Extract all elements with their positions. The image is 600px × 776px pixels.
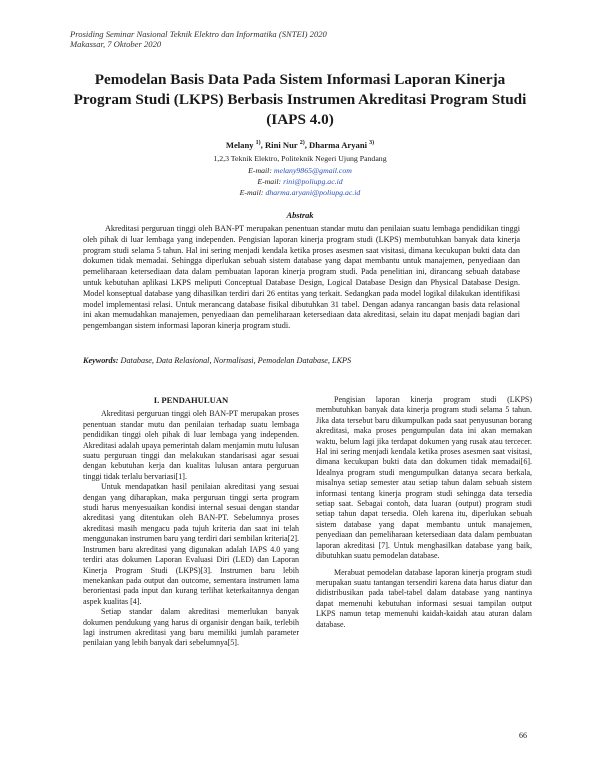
abstract-text [83,224,520,332]
abstract-heading: Abstrak [286,211,314,220]
email-link[interactable]: rini@poliupg.ac.id [283,177,343,186]
affiliation: 1,2,3 Teknik Elektro, Politeknik Negeri Ujung Pandang [213,154,387,163]
header-proceedings: Prosiding Seminar Nasional Teknik Elektro dan Informatika (SNTEI) 2020 [70,29,327,39]
email-line [70,188,530,197]
email-line [70,177,530,186]
author-index: 1) [255,140,261,147]
header-date: Makassar, 7 Oktober 2020 [70,39,162,49]
right-column [316,395,532,630]
email-link[interactable]: dharma.aryani@poliupg.ac.id [265,188,361,197]
email-link[interactable]: melany9865@gmail.com [273,166,352,175]
author-index: 2) [299,140,305,147]
author-name: Rini Nur [264,140,298,150]
author-name: Dharma Aryani [308,140,367,150]
author-index: 3) [369,140,375,147]
section-heading: I. PENDAHULUAN [153,395,229,405]
keywords-list: Database, Data Relasional, Normalisasi, Pemodelan Database, LKPS [118,356,352,365]
left-column [83,395,299,649]
body-paragraph: Untuk mendapatkan hasil penilaian akreditasi yang sesuai dengan yang diharapkan, maka perguruan tinggi serta program studi harus menyesuaikan kondisi internal sesuai dengan standar akreditasi yang ditentukan oleh BAN-PT. Sebelumnya proses akreditasi masih mengacu pada tujuh kriteria dan saat ini telah menggunakan instrumen baru yang terdiri dari sembilan kriteria[2]. Instrumen baru akreditasi yang digunakan adalah IAPS 4.0 yang terdiri atas dokumen Laporan Evaluasi Diri (LED) dan Laporan Kinerja Program Studi (LKPS)[3]. Instrumen baru lebih menekankan pada output dan outcome, sementara instrumen lama berorientasi pada input dan kurang terlihat keterkaitannya dengan aspek kualitas [4]. [83,482,299,606]
page-number: 66 [519,731,527,740]
email-label: E-mail: [239,188,266,197]
author-name: Melany [225,140,254,150]
paper-title: Pemodelan Basis Data Pada Sistem Informasi Laporan Kinerja Program Studi (LKPS) Berbasis Instrumen Akreditasi Program Studi (IAPS 4.0) [73,71,527,128]
keywords-label: Keywords: [83,356,119,365]
keywords [83,356,520,365]
email-label: E-mail: [248,166,274,175]
running-header [70,29,327,49]
body-paragraph: Akreditasi perguruan tinggi oleh BAN-PT merupakan proses penentuan standar mutu dan penilaian terhadap suatu lembaga pendidikan tinggi oleh pihak di luar lembaga yang independen. Akreditasi adalah upaya pemerintah dalam menjamin mutu lulusan suatu perguruan tinggi dan melakukan standarisasi agar sesuai dengan kebutuhan kerja dan kualitas lulusan antara perguruan tinggi tidak terlalu bervariasi[1]. [83,409,299,481]
abstract-paragraph: Akreditasi perguruan tinggi oleh BAN-PT merupakan penentuan standar mutu dan penilaian suatu lembaga pendidikan tinggi oleh pihak di luar lembaga yang independen. Pengisian laporan kinerja program studi (LKPS) membutuhkan banyak data kinerja program studi selama 5 tahun. Hal ini sering menjadi kendala ketika proses asesmen saat visitasi, dimana kecukupan bukti data dan dokumen tidak memadai. Sehingga diperlukan sebuah sistem database yang dapat membantu untuk manajemen, penyediaan dan pemeliharaan ketersediaan data dalam pembuatan laporan kinerja program studi. Pada penelitian ini, dirancang sebuah database untuk kebutuhan aplikasi LKPS meliputi Conceptual Database Design, Logical Database Design dan Physical Database Design. Model konseptual database yang dihasilkan terdiri dari 26 entitas yang terkait. Sedangkan pada model logikal dilakukan identifikasi model implementasi relasi. Untuk merancang database fisikal dibutuhkan 31 tabel. Dengan adanya rancangan basis data relasional ini akan memudahkan manajemen, penyediaan dan pemeliharaan ketersediaan data akreditasi, selain itu dapat menjadi bagian dari pengembangan sistem informasi laporan kinerja program studi. [83,224,520,331]
body-paragraph: Merabuat pemodelan database laporan kinerja program studi merupakan suatu tantangan tersendiri karena data harus diatur dan didistribusikan pada tabel-tabel dalam database yang nantinya dapat memenuhi kebutuhan informasi sesuai tampilan output LKPS namun tetap memenuhi kaidah-kaidah atau aturan dalam database. [316,567,532,629]
email-line [70,166,530,175]
author-list: Melany $^{1)}$, Rini Nur $^{2)}$, Dharma Aryani $^{3)}$ [225,140,375,150]
body-paragraph: Pengisian laporan kinerja program studi (LKPS) membutuhkan banyak data kinerja program studi selama 5 tahun. Jika data tersebut baru dikumpulkan pada saat penyusunan borang akreditasi, maka proses pengumpulan data ini akan memakan waktu, belum lagi jika terdapat dokumen yang rusak atau tercecer. Hal ini sering menjadi kendala ketika proses asesmen saat visitasi, dimana kecukupan bukti data dan dokumen tidak memadai[6]. Idealnya program studi mengumpulkan datanya secara berkala, misalnya setiap semester atau setiap tahun dalam sebuah sistem informasi tentang kinerja program studi sehingga data tersedia setiap saat. Sebagai contoh, data luaran (output) program studi setiap tahun dapat tersedia. Oleh karena itu, diperlukan sebuah sistem database yang dapat membantu untuk manajemen, penyediaan dan pemeliharaan ketersediaan data dalam pembuatan laporan akreditasi [7]. Untuk menghasilkan database yang baik, dibutuhkan suatu pemodelan database. [316,395,532,561]
email-label: E-mail: [257,177,284,186]
body-paragraph: Setiap standar dalam akreditasi memerlukan banyak dokumen pendukung yang harus di organisir dengan baik, terlebih lagi instrumen akreditasi yang baru memiliki jumlah parameter penilaian yang lebih banyak dari sebelumnya[5]. [83,607,299,648]
